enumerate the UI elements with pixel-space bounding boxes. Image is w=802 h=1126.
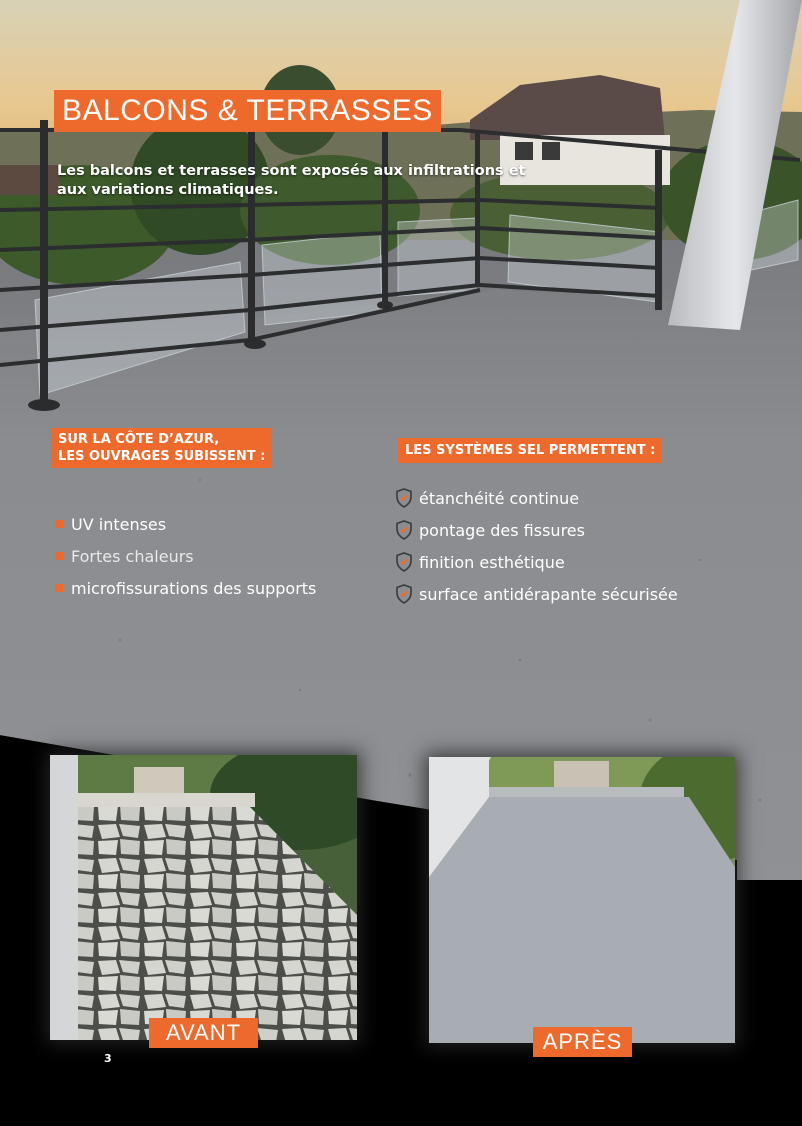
before-terrace-image (50, 755, 357, 1040)
list-item-label: pontage des fissures (419, 520, 585, 540)
after-photo (429, 757, 735, 1043)
shield-check-icon (395, 584, 413, 604)
list-item-label: finition esthétique (419, 552, 565, 572)
orange-square-icon (55, 584, 63, 592)
section-heading-line: LES SYSTÈMES SEL PERMETTENT : (405, 443, 656, 458)
list-item (395, 546, 678, 578)
shield-check-icon (395, 488, 413, 508)
list-item-label: microfissurations des supports (71, 578, 317, 598)
after-terrace-image (429, 757, 735, 1043)
shield-check-icon (395, 552, 413, 572)
orange-square-icon (55, 520, 63, 528)
list-item (395, 578, 678, 610)
page-title: BALCONS & TERRASSES (62, 94, 433, 127)
page-number: 3 (104, 1052, 112, 1065)
section-heading-line: SUR LA CÔTE D’AZUR, (58, 432, 220, 447)
before-photo (50, 755, 357, 1040)
list-item (55, 572, 316, 604)
list-item-label: étanchéité continue (419, 488, 580, 508)
before-label: AVANT (149, 1018, 258, 1048)
list-item-label: UV intenses (71, 514, 167, 534)
list-item-label: surface antidérapante sécurisée (419, 584, 678, 604)
list-item-label: Fortes chaleurs (71, 546, 194, 566)
after-label: APRÈS (533, 1027, 632, 1057)
constraints-list (55, 508, 316, 604)
list-item (55, 508, 316, 540)
list-item (395, 514, 678, 546)
section-heading-line: LES OUVRAGES SUBISSENT : (58, 449, 266, 464)
section-heading-benefits (398, 438, 662, 463)
subtitle: Les balcons et terrasses sont exposés aux infiltrations et aux variations climatiques. (57, 163, 526, 198)
list-item (395, 482, 678, 514)
benefits-list (395, 482, 678, 610)
orange-square-icon (55, 552, 63, 560)
shield-check-icon (395, 520, 413, 540)
page-title-box (54, 90, 441, 132)
section-heading-constraints (51, 428, 272, 468)
list-item (55, 540, 316, 572)
